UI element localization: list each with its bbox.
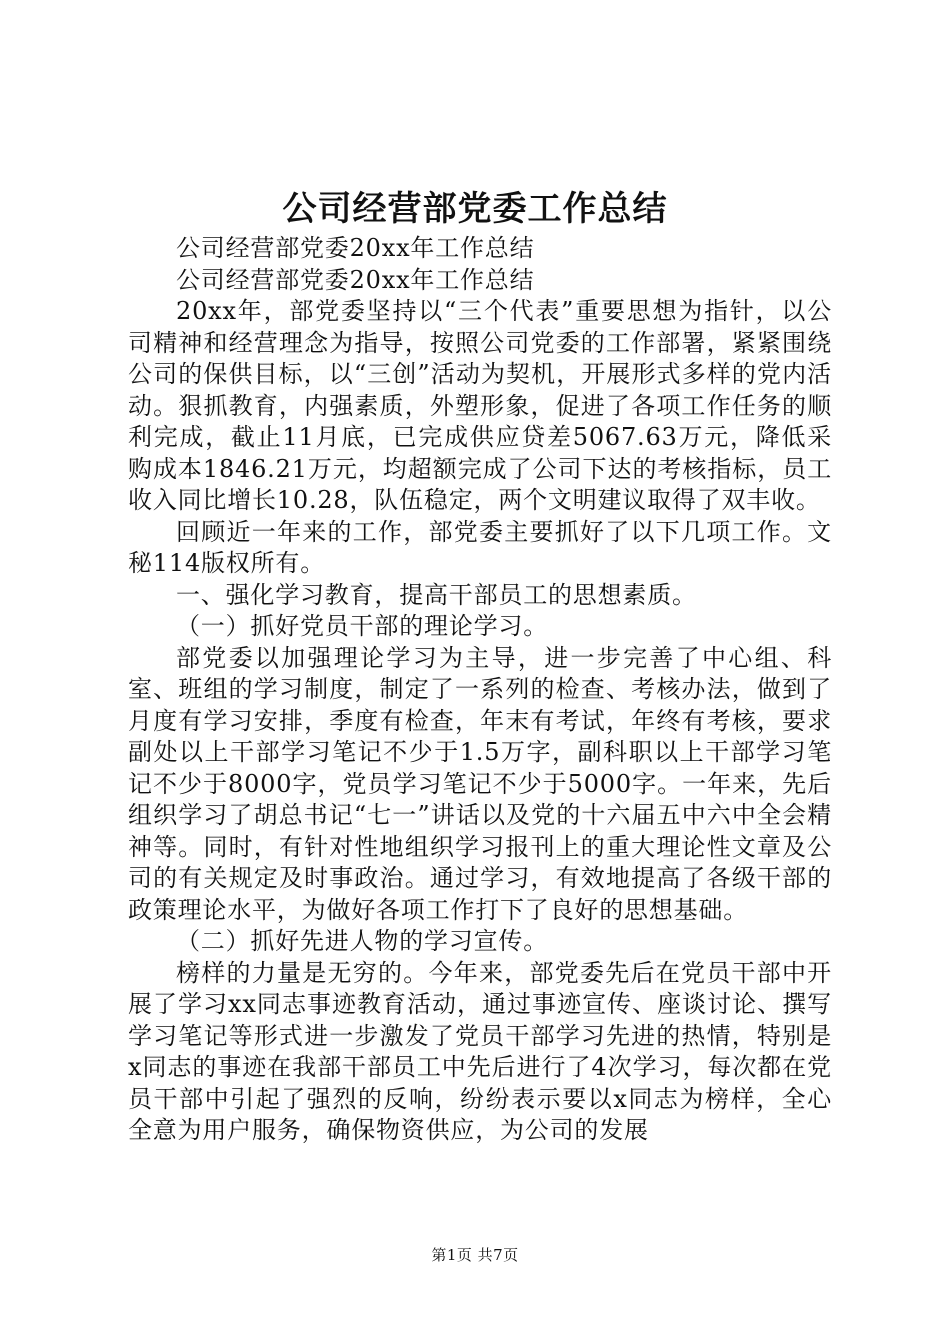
page-number-footer: 第1页 共7页 [431, 1246, 519, 1264]
paragraph-intro: 20xx年，部党委坚持以“三个代表”重要思想为指针，以公司精神和经营理念为指导，按照公司党委的工作部署，紧紧围绕公司的保供目标，以“三创”活动为契机，开展形式多样的党内活动。狠抓教育，内强素质，外塑形象，促进了各项工作任务的顺利完成，截止11月底，已完成供应贷差5067.63万元，降低采购成本1846.21万元，均超额完成了公司下达的考核指标，员工收入同比增长10.28，队伍稳定，两个文明建议取得了双丰收。 [128, 297, 832, 514]
paragraph-subtitle-2: 公司经营部党委20xx年工作总结 [176, 265, 535, 294]
subsection-heading-2: （二）抓好先进人物的学习宣传。 [176, 927, 548, 955]
paragraph-subtitle-1: 公司经营部党委20xx年工作总结 [176, 234, 535, 262]
paragraph-theory-study: 部党委以加强理论学习为主导，进一步完善了中心组、科室、班组的学习制度，制定了一系列的检查、考核办法，做到了月度有学习安排，季度有检查，年末有考试，年终有考核，要求副处以上干部学习笔记不少于1.5万字，副科职以上干部学习笔记不少于8000字，党员学习笔记不少于5000字。一年来，先后组织学习了胡总书记“七一”讲话以及党的十六届五中六中全会精神等。同时，有针对性地组织学习报刊上的重大理论性文章及公司的有关规定及时事政治。通过学习，有效地提高了各级干部的政策理论水平，为做好各项工作打下了良好的思想基础。 [128, 643, 832, 924]
paragraph-review: 回顾近一年来的工作，部党委主要抓好了以下几项工作。文秘114版权所有。 [128, 517, 832, 577]
document-title: 公司经营部党委工作总结 [282, 189, 668, 229]
subsection-heading-1: （一）抓好党员干部的理论学习。 [176, 612, 548, 640]
section-heading-1: 一、强化学习教育，提高干部员工的思想素质。 [176, 580, 697, 609]
document-body [128, 233, 832, 1147]
paragraph-role-models: 榜样的力量是无穷的。今年来，部党委先后在党员干部中开展了学习xx同志事迹教育活动，通过事迹宣传、座谈讨论、撰写学习笔记等形式进一步激发了党员干部学习先进的热情，特别是x同志的事迹在我部干部员工中先后进行了4次学习，每次都在党员干部中引起了强烈的反响，纷纷表示要以x同志为榜样，全心全意为用户服务，确保物资供应，为公司的发展 [128, 958, 832, 1144]
